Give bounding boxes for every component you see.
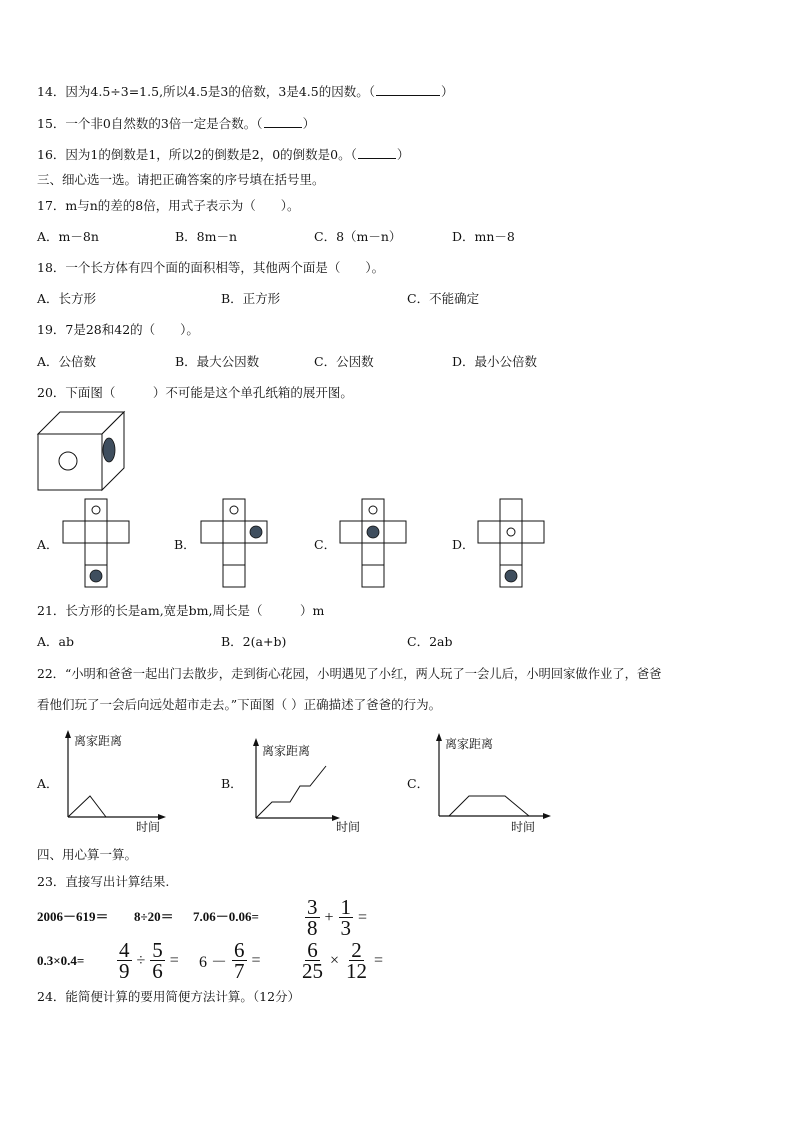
q20-option-a[interactable]: A． bbox=[37, 537, 59, 552]
q17-option-d[interactable]: D．mn－8 bbox=[452, 229, 515, 244]
frac4-num2: 2 bbox=[351, 938, 362, 962]
frac2-num1: 4 bbox=[119, 938, 130, 962]
question-20-text: 20．下面图（ ）不可能是这个单孔纸箱的展开图。 bbox=[37, 385, 353, 400]
frac4-den2: 12 bbox=[346, 959, 368, 983]
frac1-eq: = bbox=[358, 908, 368, 926]
graph-c-xlabel: 时间 bbox=[511, 820, 536, 834]
frac2-op: ÷ bbox=[136, 951, 146, 969]
q19-option-c[interactable]: C．公因数 bbox=[314, 354, 374, 369]
graph-c bbox=[435, 733, 555, 835]
q21-option-c[interactable]: C．2ab bbox=[407, 634, 453, 649]
frac3-num1: 6 bbox=[234, 938, 245, 962]
question-14-close: ） bbox=[440, 84, 454, 99]
frac3-pre: 6 － bbox=[199, 954, 228, 971]
frac3-den1: 7 bbox=[234, 959, 245, 983]
frac4-op: × bbox=[330, 951, 340, 969]
frac2-eq: = bbox=[169, 951, 179, 969]
question-19-text: 19．7是28和42的（ ）。 bbox=[37, 322, 199, 337]
question-16-text: 16．因为1的倒数是1，所以2的倒数是2，0的倒数是0。（ bbox=[37, 147, 357, 162]
frac1-num2: 1 bbox=[340, 895, 352, 919]
frac1-op: + bbox=[324, 908, 334, 926]
q18-option-a[interactable]: A．长方形 bbox=[37, 291, 97, 306]
graph-a bbox=[64, 730, 174, 836]
question-22-line2: 看他们玩了一会后向远处超市走去。”下面图（ ）正确描述了爸爸的行为。 bbox=[37, 697, 442, 712]
calc-frac-2 bbox=[114, 940, 181, 981]
calc-frac-3 bbox=[197, 940, 263, 981]
calc-4: 0.3×0.4= bbox=[37, 953, 85, 968]
question-22-line1: 22．“小明和爸爸一起出门去散步，走到街心花园，小明遇见了小红，两人玩了一会儿后，小明回家做作业了，爸爸 bbox=[37, 667, 662, 681]
q21-option-b[interactable]: B．2(a+b) bbox=[221, 634, 287, 649]
q17-option-b[interactable]: B．8m－n bbox=[175, 229, 238, 244]
graph-b-ylabel: 离家距离 bbox=[262, 744, 311, 758]
question-18-text: 18．一个长方体有四个面的面积相等，其他两个面是（ ）。 bbox=[37, 260, 385, 275]
question-21-text: 21．长方形的长是am,宽是bm,周长是（ ）m bbox=[37, 603, 325, 618]
q19-option-b[interactable]: B．最大公因数 bbox=[175, 354, 260, 369]
question-14 bbox=[37, 83, 453, 100]
frac1-num1: 3 bbox=[307, 895, 318, 919]
q22-option-a[interactable]: A． bbox=[37, 776, 59, 791]
calc-1: 2006－619＝ bbox=[37, 909, 109, 924]
net-a bbox=[62, 498, 132, 590]
section-3-heading: 三、细心选一选。请把正确答案的序号填在括号里。 bbox=[37, 172, 325, 187]
frac2-den2: 6 bbox=[152, 959, 163, 983]
q19-option-d[interactable]: D．最小公倍数 bbox=[452, 354, 538, 369]
question-14-text: 14．因为4.5÷3=1.5,所以4.5是3的倍数，3是4.5的因数。（ bbox=[37, 84, 375, 99]
q20-option-d[interactable]: D． bbox=[452, 537, 475, 552]
question-15-text: 15．一个非0自然数的3倍一定是合数。（ bbox=[37, 116, 263, 131]
answer-blank-15[interactable] bbox=[264, 115, 302, 128]
answer-blank-16[interactable] bbox=[358, 146, 396, 159]
question-16-close: ） bbox=[396, 147, 410, 162]
q18-option-c[interactable]: C．不能确定 bbox=[407, 291, 480, 306]
graph-b bbox=[250, 738, 365, 836]
frac3-eq: = bbox=[251, 951, 261, 969]
graph-a-xlabel: 时间 bbox=[136, 820, 161, 834]
net-d bbox=[477, 498, 547, 590]
q22-option-b[interactable]: B． bbox=[221, 776, 243, 791]
frac1-den2: 3 bbox=[340, 916, 352, 940]
frac4-eq: = bbox=[374, 951, 384, 969]
question-15-close: ） bbox=[302, 116, 316, 131]
q22-option-c[interactable]: C． bbox=[407, 776, 430, 791]
calc-3: 7.06－0.06= bbox=[193, 909, 259, 924]
q18-option-b[interactable]: B．正方形 bbox=[221, 291, 281, 306]
q19-option-a[interactable]: A．公倍数 bbox=[37, 354, 97, 369]
question-24-text: 24．能简便计算的要用简便方法计算。（12分） bbox=[37, 989, 301, 1004]
q17-option-c[interactable]: C．8（m－n） bbox=[314, 229, 402, 244]
answer-blank-14[interactable] bbox=[376, 83, 440, 96]
q20-option-b[interactable]: B． bbox=[174, 537, 196, 552]
calc-frac-4 bbox=[297, 940, 385, 981]
graph-c-ylabel: 离家距离 bbox=[445, 737, 494, 751]
frac4-den1: 25 bbox=[302, 959, 323, 983]
cube-figure bbox=[36, 410, 126, 492]
q20-option-c[interactable]: C． bbox=[314, 537, 337, 552]
question-23-text: 23．直接写出计算结果. bbox=[37, 874, 170, 889]
frac4-num1: 6 bbox=[307, 938, 318, 962]
net-b bbox=[200, 498, 270, 590]
calc-frac-1 bbox=[302, 897, 369, 938]
q21-option-a[interactable]: A．ab bbox=[37, 634, 74, 649]
question-16 bbox=[37, 146, 409, 163]
question-17-text: 17．m与n的差的8倍，用式子表示为（ ）。 bbox=[37, 198, 300, 213]
graph-a-ylabel: 离家距离 bbox=[74, 734, 123, 748]
graph-b-xlabel: 时间 bbox=[336, 820, 361, 834]
question-15 bbox=[37, 115, 315, 132]
frac2-num2: 5 bbox=[152, 938, 163, 962]
frac1-den1: 8 bbox=[307, 916, 318, 940]
calc-2: 8÷20＝ bbox=[134, 909, 174, 924]
section-4-heading: 四、用心算一算。 bbox=[37, 847, 138, 862]
net-c bbox=[339, 498, 409, 590]
frac2-den1: 9 bbox=[119, 959, 130, 983]
q17-option-a[interactable]: A．m－8n bbox=[37, 229, 99, 244]
